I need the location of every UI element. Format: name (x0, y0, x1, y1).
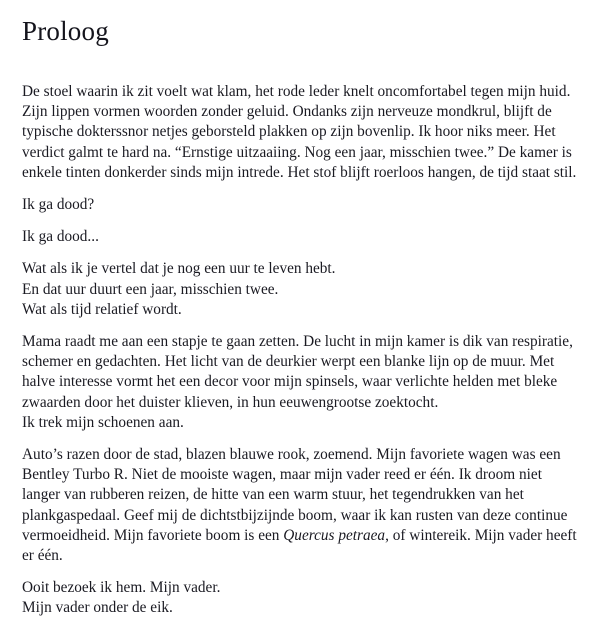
paragraph-text: Mama raadt me aan een stapje te gaan zetten. De lucht in mijn kamer is dik van respiratie, schemer en gedachten. Het licht van de deurkier werpt een blanke lijn op de muur. Met halve interesse vormt het een decor voor mijn spinsels, waar verlichte helden met bleke zwaarden door het duister klieven, in hun eeuwengrootse zoektocht. (22, 333, 573, 411)
trailing-line: Ik trek mijn schoenen aan. (22, 413, 184, 431)
paragraph-text-after: , of wintereik. Mijn vader heeft er één. (22, 526, 577, 565)
page-title: Proloog (22, 16, 109, 46)
line: Wat als tijd relatief wordt. (22, 300, 182, 318)
document-body (22, 82, 582, 619)
line: Mijn vader onder de eik. (22, 599, 173, 617)
line: En dat uur duurt een jaar, misschien twee. (22, 280, 279, 298)
paragraph-question (22, 195, 582, 215)
paragraph-text-after: De kamer is enkele tinten donkerder sinds mijn intrede. Het stof blijft roerloos hangen, de tijd staat stil. (22, 143, 577, 181)
paragraph-text: De stoel waarin ik zit voelt wat klam, het rode leder knelt oncomfortabel tegen mijn huid. Zijn lippen vormen woorden zonder geluid. Ondanks zijn nerveuze mondkrul, blijft de typische dokterssnor netjes geborsteld plakken op zijn bovenlip. Ik hoor niks meer. Het verdict galmt te hard na. (22, 83, 571, 161)
paragraph-what-if (22, 259, 582, 320)
paragraph-text: Auto’s razen door de stad, blazen blauwe rook, zoemend. Mijn favoriete wagen was een Bentley Turbo R. Niet de mooiste wagen, maar mijn vader reed er één. Ik droom niet langer van rubberen reizen, de hitte van een warm stuur, het tegendrukken van het plankgaspedaal. Geef mij de dichtstbijzijnde boom, waar ik kan rusten van deze continue vermoeidheid. Mijn favoriete boom is een (22, 446, 568, 544)
line: Wat als ik je vertel dat je nog een uur te leven hebt. (22, 260, 336, 278)
paragraph-visit (22, 578, 582, 618)
paragraph-chair (22, 82, 582, 183)
paragraph-text: Ik ga dood... (22, 228, 99, 246)
species-name: Quercus petraea (283, 526, 386, 544)
line: Ooit bezoek ik hem. Mijn vader. (22, 579, 221, 597)
paragraph-mama (22, 332, 582, 433)
paragraph-cars (22, 445, 582, 566)
paragraph-text: Ik ga dood? (22, 196, 95, 214)
quoted-diagnosis: “Ernstige uitzaaiing. Nog een jaar, misschien twee.” (174, 143, 495, 161)
paragraph-statement (22, 227, 582, 247)
